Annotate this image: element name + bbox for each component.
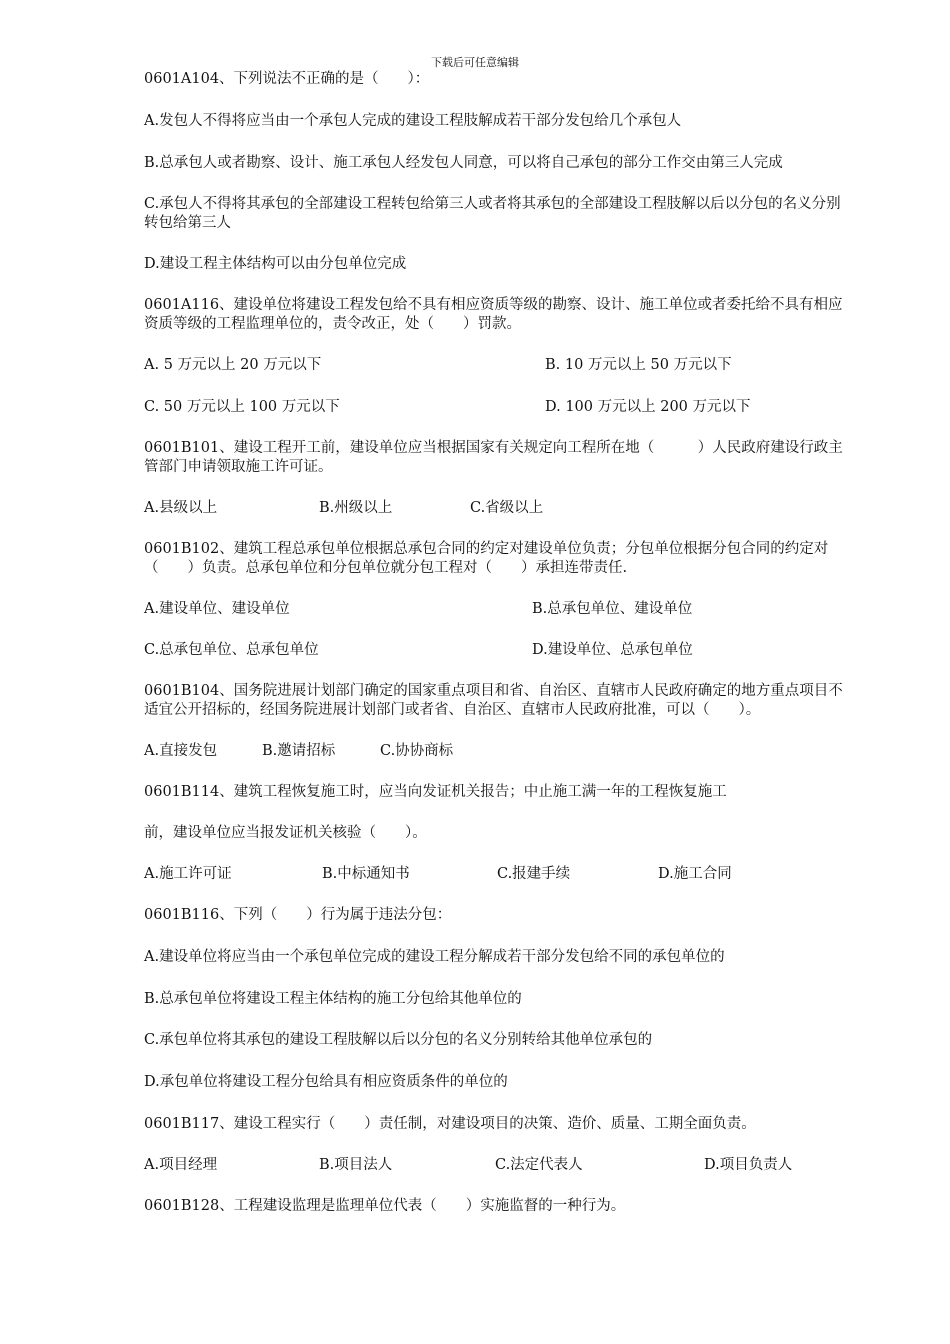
option-d: D.施工合同 (658, 866, 732, 882)
option-d: D. 100 万元以上 200 万元以下 (545, 399, 751, 415)
option-b: B.总承包人或者勘察、设计、施工承包人经发包人同意，可以将自己承包的部分工作交由第三人完成 (144, 155, 783, 171)
option-c: C.承包单位将其承包的建设工程肢解以后以分包的名义分别转给其他单位承包的 (144, 1032, 653, 1048)
option-b: B. 10 万元以上 50 万元以下 (545, 357, 732, 373)
question-stem: 0601B116、下列（ ）行为属于违法分包： (144, 907, 452, 923)
document-body (144, 70, 850, 1216)
option-d: D.建设工程主体结构可以由分包单位完成 (144, 256, 407, 272)
question-stem: 0601A116、建设单位将建设工程发包给不具有相应资质等级的勘察、设计、施工单位或者委托给不具有相应资质等级的工程监理单位的，责令改正，处（ ）罚款。 (144, 297, 843, 332)
option-a: A.县级以上 (144, 500, 218, 516)
option-d: D.建设单位、总承包单位 (532, 642, 693, 658)
option-b: B.项目法人 (319, 1157, 393, 1173)
option-c: C.总承包单位、总承包单位 (144, 642, 319, 658)
page-header: 下载后可任意编辑 (431, 56, 519, 69)
option-b: B.总承包单位将建设工程主体结构的施工分包给其他单位的 (144, 991, 522, 1007)
option-c: C.协协商标 (380, 743, 454, 759)
option-row (144, 865, 850, 884)
option-a: A. 5 万元以上 20 万元以下 (144, 357, 322, 373)
option-c: C.省级以上 (470, 500, 544, 516)
option-row (144, 356, 850, 375)
question-stem: 0601B128、工程建设监理是监理单位代表（ ）实施监督的一种行为。 (144, 1198, 626, 1214)
question-stem: 0601B114、建筑工程恢复施工时，应当向发证机关报告；中止施工满一年的工程恢复施工 (144, 784, 727, 800)
question-stem: 0601B101、建设工程开工前，建设单位应当根据国家有关规定向工程所在地（ ）人民政府建设行政主管部门申请领取施工许可证。 (144, 440, 843, 475)
option-b: B.邀请招标 (262, 743, 336, 759)
option-row (144, 641, 850, 660)
option-row (144, 1156, 850, 1175)
option-a: A.项目经理 (144, 1157, 218, 1173)
option-row (144, 742, 850, 761)
option-row (144, 600, 850, 619)
option-a: A.建设单位、建设单位 (144, 601, 290, 617)
question-stem: 0601A104、下列说法不正确的是（ ）： (144, 71, 430, 87)
option-b: B.州级以上 (319, 500, 393, 516)
option-d: D.承包单位将建设工程分包给具有相应资质条件的单位的 (144, 1074, 508, 1090)
option-a: A.施工许可证 (144, 866, 232, 882)
option-c: C.法定代表人 (495, 1157, 583, 1173)
option-a: A.建设单位将应当由一个承包单位完成的建设工程分解成若干部分发包给不同的承包单位的 (144, 949, 725, 965)
option-b: B.中标通知书 (322, 866, 410, 882)
question-stem: 0601B117、建设工程实行（ ）责任制，对建设项目的决策、造价、质量、工期全面负责。 (144, 1116, 756, 1132)
option-row (144, 398, 850, 417)
question-stem: 0601B102、建筑工程总承包单位根据总承包合同的约定对建设单位负责；分包单位根据分包合同的约定对（ ）负责。总承包单位和分包单位就分包工程对（ ）承担连带责任. (144, 541, 829, 576)
option-a: A.发包人不得将应当由一个承包人完成的建设工程肢解成若干部分发包给几个承包人 (144, 113, 682, 129)
option-d: D.项目负责人 (704, 1157, 793, 1173)
option-c: C. 50 万元以上 100 万元以下 (144, 399, 340, 415)
option-a: A.直接发包 (144, 743, 218, 759)
option-b: B.总承包单位、建设单位 (532, 601, 693, 617)
question-stem: 0601B104、国务院进展计划部门确定的国家重点项目和省、自治区、直辖市人民政府确定的地方重点项目不适宜公开招标的，经国务院进展计划部门或者省、自治区、直辖市人民政府批准，可以（ ）。 (144, 683, 843, 718)
option-row (144, 499, 850, 518)
option-c: C.报建手续 (497, 866, 571, 882)
question-stem-continued: 前，建设单位应当报发证机关核验（ ）。 (144, 825, 427, 841)
option-c: C.承包人不得将其承包的全部建设工程转包给第三人或者将其承包的全部建设工程肢解以后以分包的名义分别转包给第三人 (144, 196, 841, 231)
